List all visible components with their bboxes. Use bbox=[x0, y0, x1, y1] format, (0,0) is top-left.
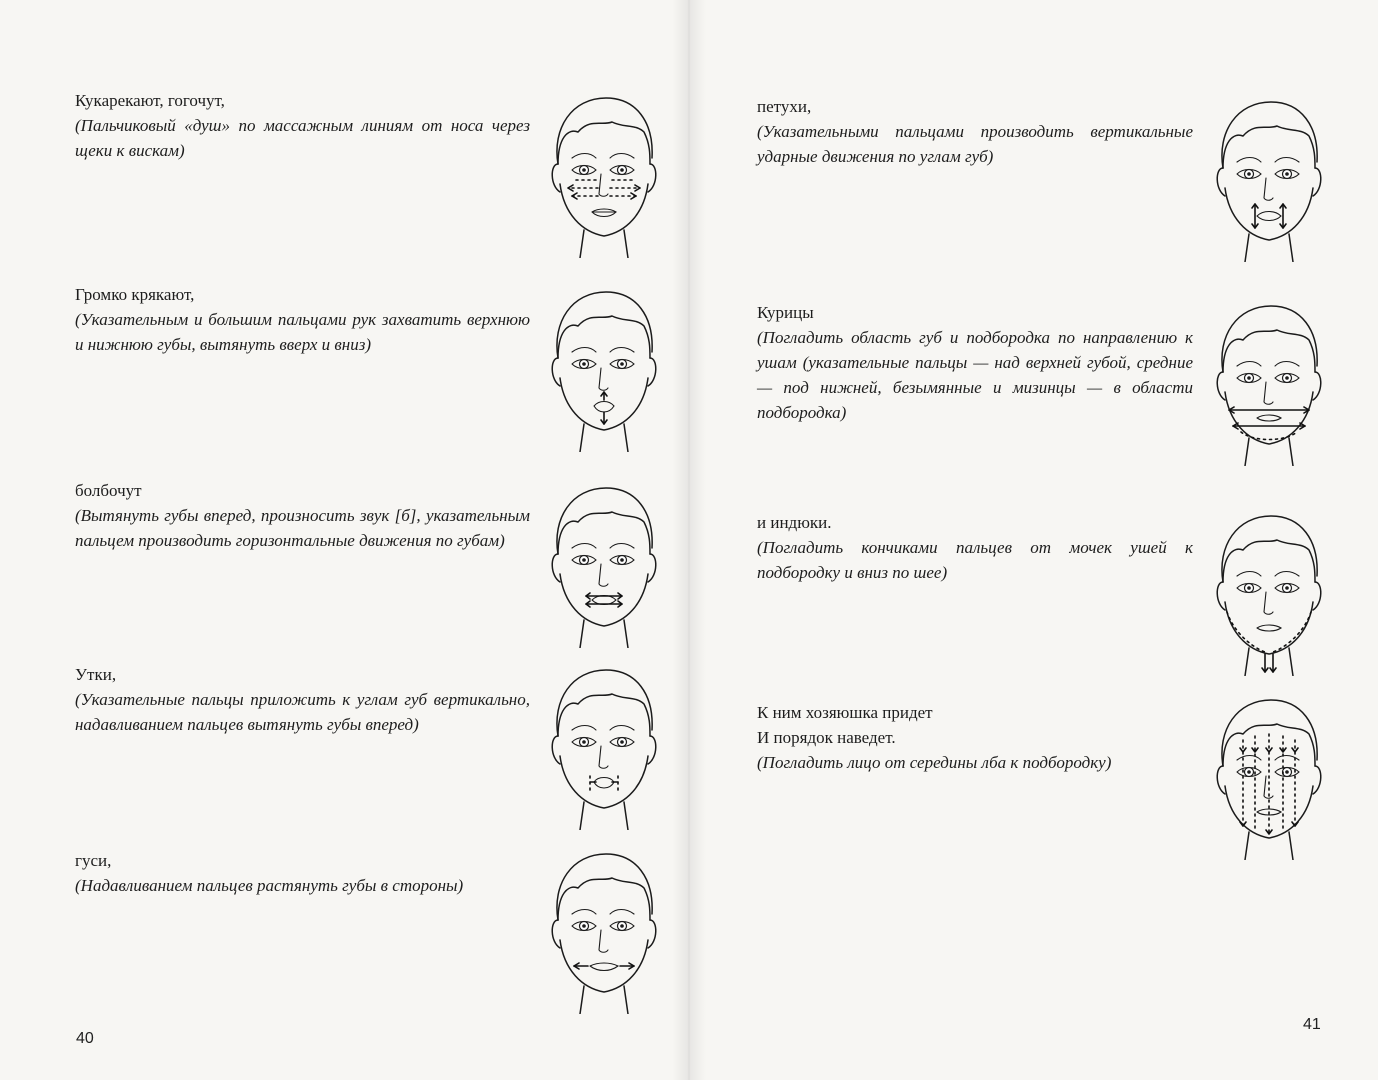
instruction-note: (Указательными пальцами производить вертикальные ударные движения по углам губ) bbox=[757, 122, 1193, 166]
face-lips-stretch-icon bbox=[544, 844, 662, 1014]
exercise-entry bbox=[757, 700, 1193, 775]
instruction-note: (Указательным и большим пальцами рук захватить верхнюю и нижнюю губы, вытянуть вверх и вниз) bbox=[75, 310, 530, 354]
verse-line: болбочут bbox=[75, 481, 142, 500]
instruction-note: (Надавливанием пальцев растянуть губы в стороны) bbox=[75, 876, 464, 895]
face-lip-tap-icon bbox=[1209, 92, 1327, 262]
exercise-entry bbox=[75, 662, 530, 737]
instruction-note: (Погладить область губ и подбородка по направлению к ушам (указательные пальцы — над верхней губой, средние — под нижней, безымянные и мизинцы — в области подбородка) bbox=[757, 328, 1193, 422]
instruction-note: (Указательные пальцы приложить к углам губ вертикально, надавливанием пальцев вытянуть губы вперед) bbox=[75, 690, 530, 734]
verse-line: гуси, bbox=[75, 851, 112, 870]
exercise-entry bbox=[757, 300, 1193, 425]
page-number: 40 bbox=[76, 1030, 94, 1047]
face-lips-horizontal-icon bbox=[544, 478, 662, 648]
verse-line: Громко крякают, bbox=[75, 285, 195, 304]
verse-line: К ним хозяюшка придет bbox=[757, 703, 933, 722]
instruction-note: (Пальчиковый «душ» по массажным линиям от носа через щеки к вискам) bbox=[75, 116, 530, 160]
exercise-entry bbox=[75, 88, 530, 163]
verse-line: Утки, bbox=[75, 665, 117, 684]
verse-line: И порядок наведет. bbox=[757, 728, 896, 747]
verse-line: Курицы bbox=[757, 303, 814, 322]
instruction-note: (Погладить лицо от середины лба к подбородку) bbox=[757, 753, 1112, 772]
right-page bbox=[689, 0, 1378, 1080]
verse-line: петухи, bbox=[757, 97, 812, 116]
face-lips-updown-icon bbox=[544, 282, 662, 452]
exercise-entry bbox=[75, 848, 530, 898]
exercise-entry bbox=[757, 510, 1193, 585]
verse-line: Кукарекают, гогочут, bbox=[75, 91, 225, 110]
exercise-entry bbox=[757, 94, 1193, 169]
instruction-note: (Погладить кончиками пальцев от мочек ушей к подбородку и вниз по шее) bbox=[757, 538, 1193, 582]
exercise-entry bbox=[75, 282, 530, 357]
instruction-note: (Вытянуть губы вперед, произносить звук [б], указательным пальцем производить горизонтальные движения по губам) bbox=[75, 506, 530, 550]
exercise-entry bbox=[75, 478, 530, 553]
face-forehead-down-icon bbox=[1209, 690, 1327, 860]
face-cheek-dots-icon bbox=[544, 88, 662, 258]
face-lip-corners-icon bbox=[544, 660, 662, 830]
face-chin-stroke-icon bbox=[1209, 296, 1327, 466]
verse-line: и индюки. bbox=[757, 513, 832, 532]
face-jaw-neck-icon bbox=[1209, 506, 1327, 676]
page-number: 41 bbox=[1303, 1016, 1321, 1033]
